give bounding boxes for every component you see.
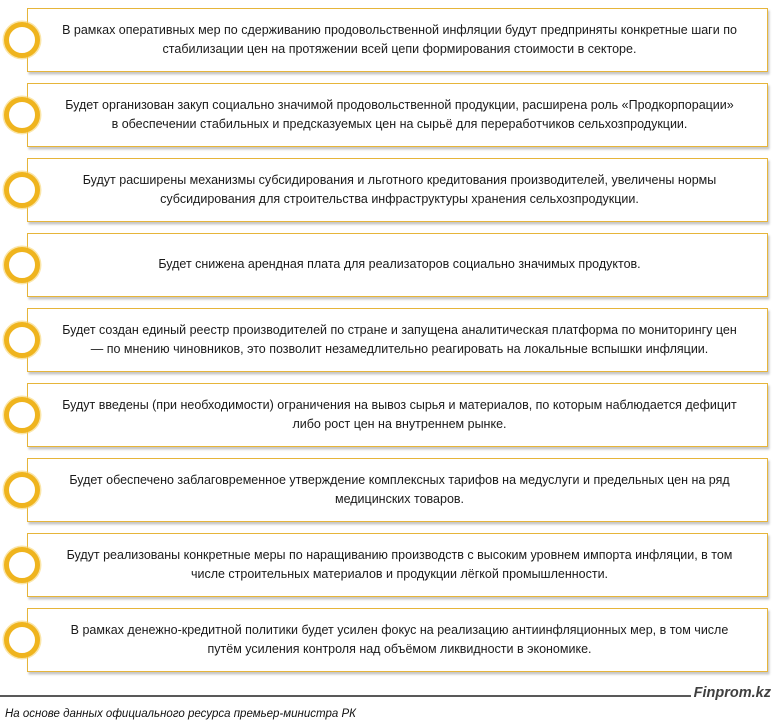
bullet-circle-icon <box>4 22 40 58</box>
footer-divider-line <box>0 695 691 697</box>
bullet-circle-icon <box>4 547 40 583</box>
bullet-circle-icon <box>4 172 40 208</box>
brand-logo: Finprom.kz <box>693 685 771 701</box>
measure-item <box>27 233 768 297</box>
bullet-circle-icon <box>4 97 40 133</box>
measure-text: В рамках денежно-кредитной политики будет усилен фокус на реализацию антиинфляционных мер, в том числе путём усиления контроля над объёмом ликвидности в экономике. <box>70 622 729 656</box>
measure-box <box>27 308 768 372</box>
measure-box <box>27 608 768 672</box>
measure-text: Будет обеспечено заблаговременное утверждение комплексных тарифов на медуслуги и предельных цен на ряд медицинских товаров. <box>69 472 730 506</box>
measure-box <box>27 383 768 447</box>
measure-box <box>27 533 768 597</box>
measure-text: Будут расширены механизмы субсидирования и льготного кредитования производителей, увеличены нормы субсидирования для строительства инфраструктуры хранения сельхозпродукции. <box>82 172 717 206</box>
measure-text: Будет снижена арендная плата для реализаторов социально значимых продуктов. <box>158 257 641 272</box>
measure-box <box>27 158 768 222</box>
measure-text: В рамках оперативных мер по сдерживанию продовольственной инфляции будут предприняты конкретные шаги по стабилизации цен на протяжении всей цепи формирования стоимости в секторе. <box>62 22 737 56</box>
measure-text: Будет создан единый реестр производителей по стране и запущена аналитическая платформа по мониторингу цен — по мнению чиновников, это позволит незамедлительно реагировать на локальные вспышки инфляции. <box>62 322 737 356</box>
measure-text: Будут реализованы конкретные меры по наращиванию производств с высоким уровнем импорта инфляции, в том числе строительных материалов и продукции лёгкой промышленности. <box>66 547 733 581</box>
measure-text: Будет организован закуп социально значимой продовольственной продукции, расширена роль «Продкорпорации» в обеспечении стабильных и предсказуемых цен на сырьё для переработчиков сельхозпродукции. <box>65 97 734 131</box>
measure-item <box>27 533 768 597</box>
measure-box <box>27 83 768 147</box>
measure-item <box>27 308 768 372</box>
measure-item <box>27 158 768 222</box>
measure-item <box>27 608 768 672</box>
footer <box>0 686 776 701</box>
measure-item <box>27 383 768 447</box>
measure-box <box>27 233 768 297</box>
bullet-circle-icon <box>4 247 40 283</box>
source-note: На основе данных официального ресурса премьер-министра РК <box>5 707 356 720</box>
measure-item <box>27 8 768 72</box>
bullet-circle-icon <box>4 472 40 508</box>
measure-box <box>27 8 768 72</box>
measure-box <box>27 458 768 522</box>
measure-text: Будут введены (при необходимости) ограничения на вывоз сырья и материалов, по которым наблюдается дефицит либо рост цен на внутреннем рынке. <box>62 397 737 431</box>
measure-item <box>27 83 768 147</box>
bullet-circle-icon <box>4 397 40 433</box>
bullet-circle-icon <box>4 322 40 358</box>
bullet-circle-icon <box>4 622 40 658</box>
measure-item <box>27 458 768 522</box>
